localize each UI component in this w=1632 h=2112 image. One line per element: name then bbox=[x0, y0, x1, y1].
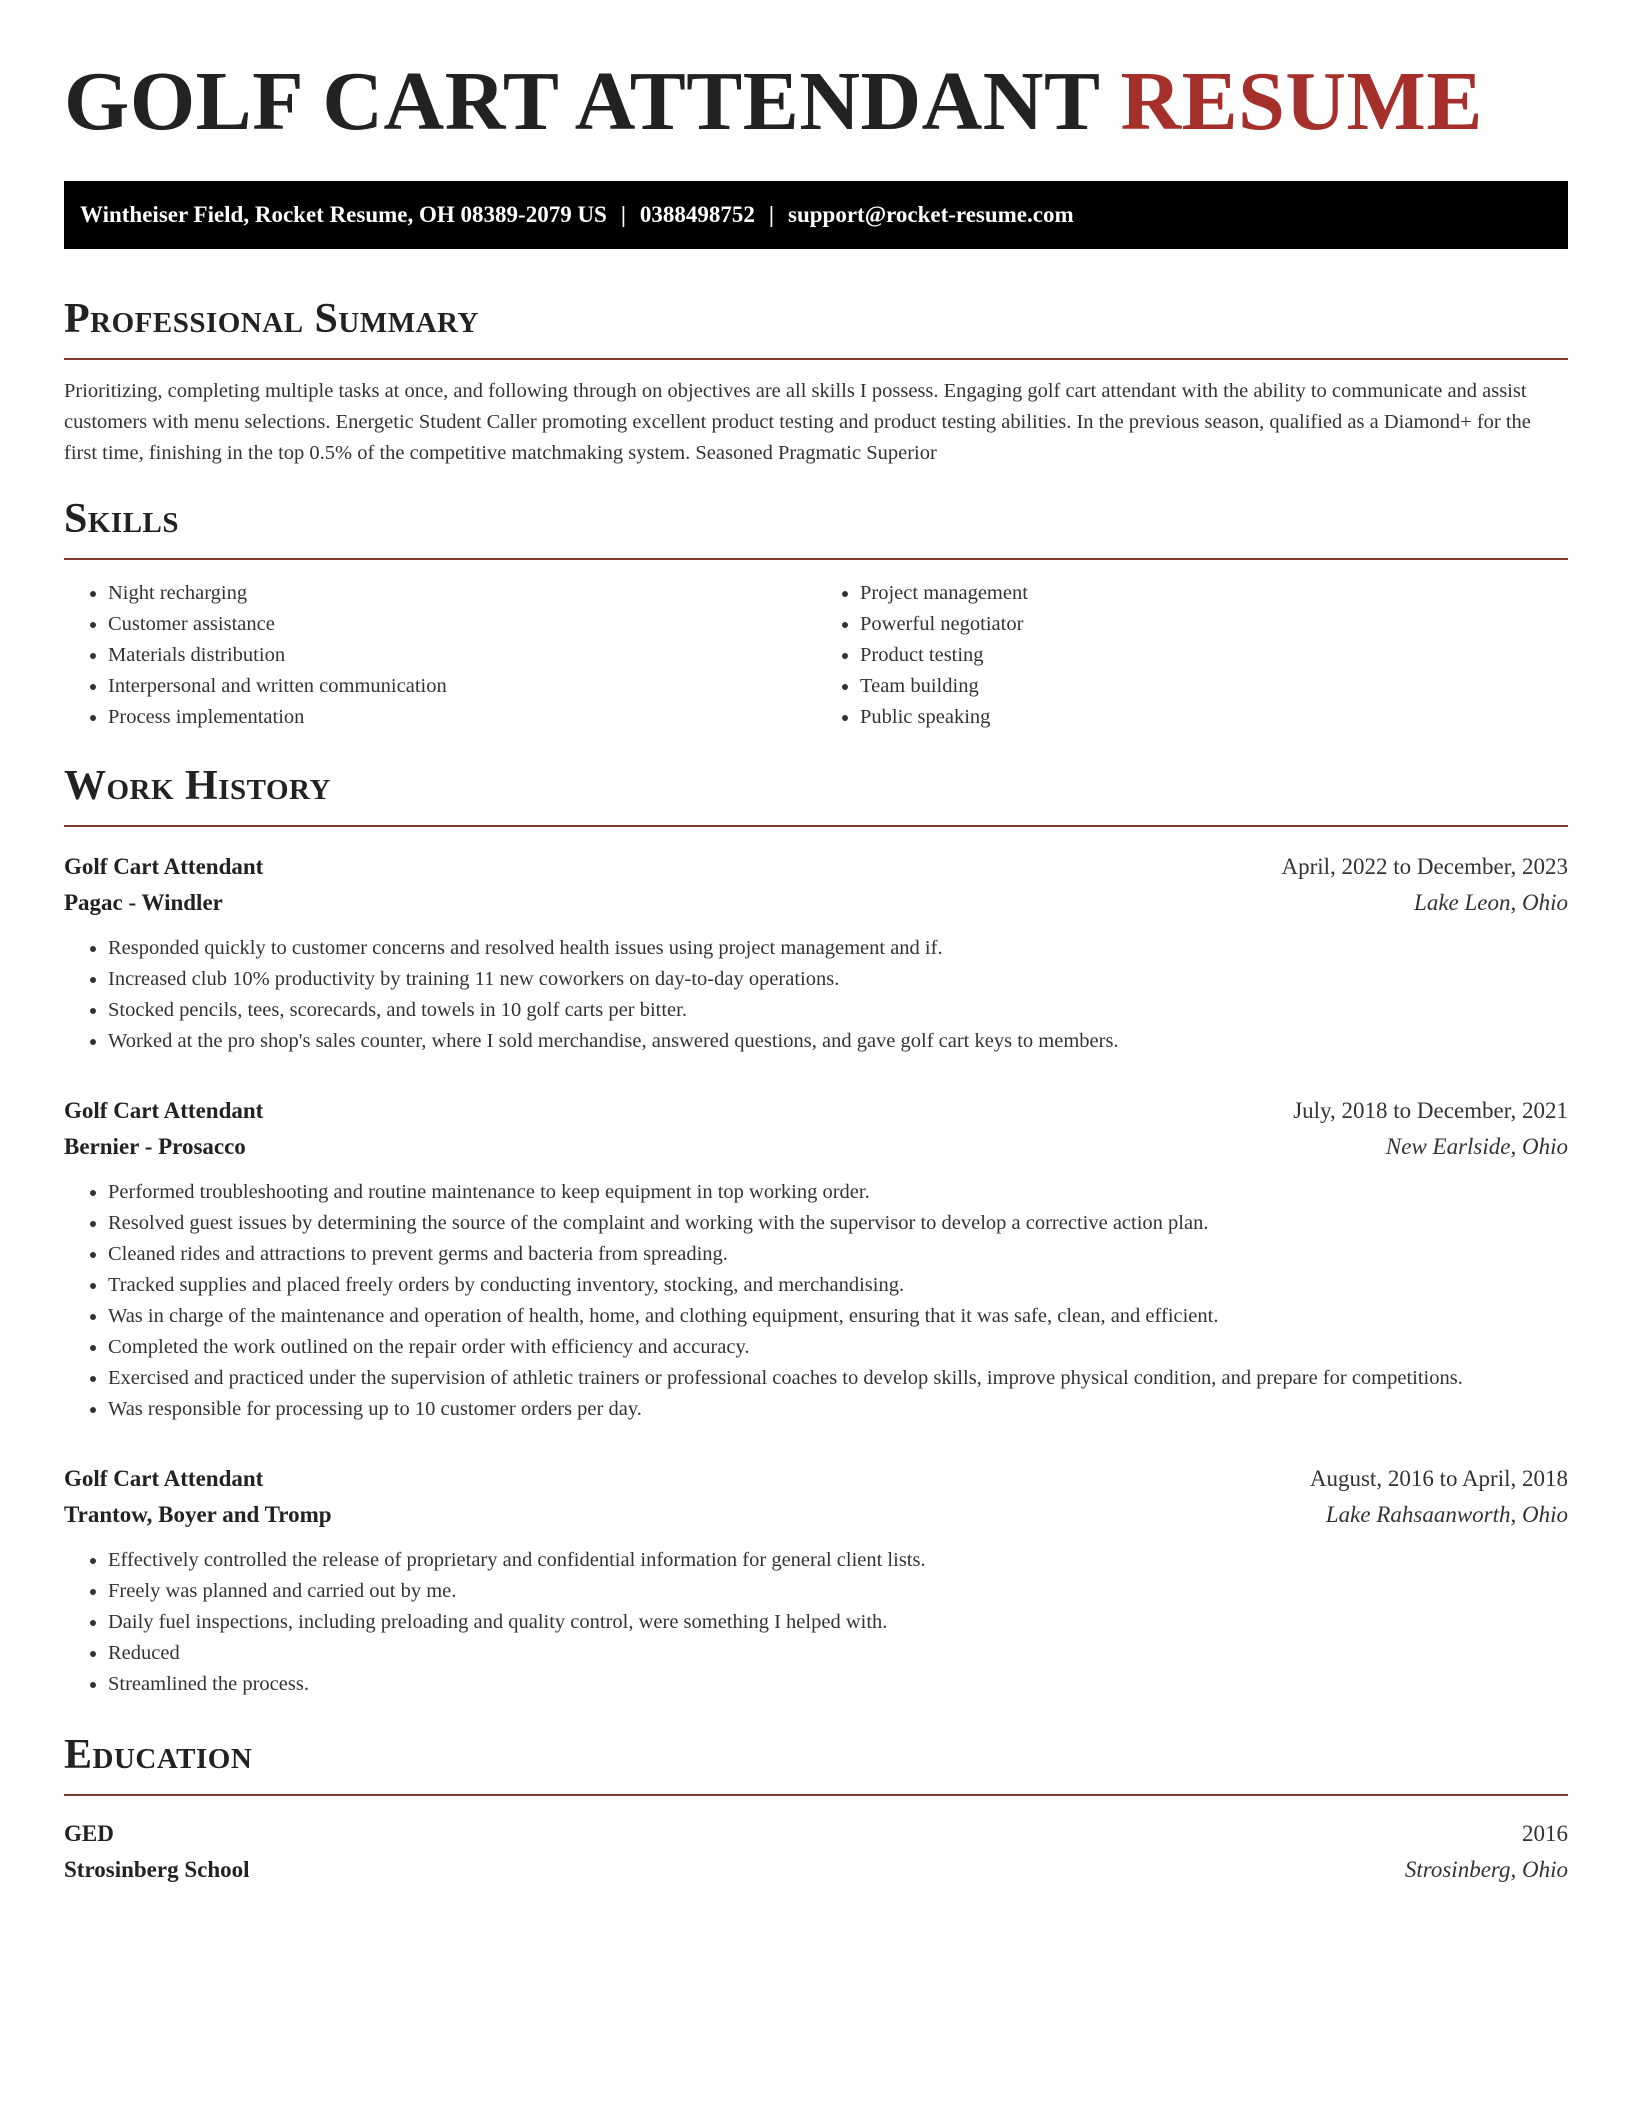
contact-separator: | bbox=[620, 202, 626, 227]
job-title: Golf Cart Attendant bbox=[64, 854, 264, 879]
education-location: Strosinberg, Ohio bbox=[1404, 1857, 1568, 1882]
education-degree-row bbox=[64, 1816, 1568, 1852]
skill-item: • Public speaking bbox=[860, 702, 1568, 733]
contact-bar bbox=[64, 181, 1568, 249]
section-divider bbox=[64, 358, 1568, 360]
job-bullet: • Exercised and practiced under the supervision of athletic trainers or professional coaches to develop skills, improve physical condition, and prepare for competitions. bbox=[108, 1363, 1568, 1394]
job-bullets bbox=[64, 1545, 1568, 1700]
job-bullet: • Was in charge of the maintenance and operation of health, home, and clothing equipment, ensuring that it was safe, clean, and efficient. bbox=[108, 1301, 1568, 1332]
skill-item: • Materials distribution bbox=[108, 640, 816, 671]
job-bullet: • Increased club 10% productivity by training 11 new coworkers on day-to-day operations. bbox=[108, 964, 1568, 995]
skill-item: • Customer assistance bbox=[108, 609, 816, 640]
skills-column-right bbox=[816, 578, 1568, 733]
section-divider bbox=[64, 825, 1568, 827]
skill-item: • Project management bbox=[860, 578, 1568, 609]
education-year: 2016 bbox=[1522, 1821, 1568, 1846]
job-company-row bbox=[64, 1497, 1568, 1533]
skill-item: • Process implementation bbox=[108, 702, 816, 733]
contact-phone: 0388498752 bbox=[639, 202, 755, 227]
job-bullet: • Performed troubleshooting and routine maintenance to keep equipment in top working order. bbox=[108, 1177, 1568, 1208]
job-entry bbox=[64, 1461, 1568, 1700]
job-bullet: • Daily fuel inspections, including preloading and quality control, were something I helped with. bbox=[108, 1607, 1568, 1638]
job-dates: April, 2022 to December, 2023 bbox=[1281, 854, 1568, 879]
job-company: Bernier - Prosacco bbox=[64, 1134, 246, 1159]
job-header-row bbox=[64, 1093, 1568, 1129]
job-bullet: • Was responsible for processing up to 10 customer orders per day. bbox=[108, 1394, 1568, 1425]
skill-item: • Night recharging bbox=[108, 578, 816, 609]
job-bullet: • Streamlined the process. bbox=[108, 1669, 1568, 1700]
job-bullet: • Reduced bbox=[108, 1638, 1568, 1669]
job-bullet: • Responded quickly to customer concerns and resolved health issues using project management and if. bbox=[108, 933, 1568, 964]
skill-item: • Powerful negotiator bbox=[860, 609, 1568, 640]
job-title: Golf Cart Attendant bbox=[64, 1098, 264, 1123]
education-heading: Education bbox=[64, 1732, 253, 1778]
work-history-heading: Work History bbox=[64, 763, 331, 809]
skills-column-left bbox=[64, 578, 816, 733]
contact-address: Wintheiser Field, Rocket Resume, OH 08389-2079 US bbox=[80, 202, 607, 227]
education-entry bbox=[64, 1816, 1568, 1888]
summary-heading: Professional Summary bbox=[64, 296, 479, 342]
job-bullet: • Resolved guest issues by determining the source of the complaint and working with the supervisor to develop a corrective action plan. bbox=[108, 1208, 1568, 1239]
section-divider bbox=[64, 558, 1568, 560]
job-bullet: • Stocked pencils, tees, scorecards, and towels in 10 golf carts per bitter. bbox=[108, 995, 1568, 1026]
summary-text: Prioritizing, completing multiple tasks at once, and following through on objectives are all skills I possess. Engaging golf cart attendant with the ability to communicate and assist customers with menu selections. Energetic Student Caller promoting excellent product testing and product testing abilities. In the previous season, qualified as a Diamond+ for the first time, finishing in the top 0.5% of the competitive matchmaking system. Seasoned Pragmatic Superior bbox=[64, 380, 1531, 464]
skill-item: • Product testing bbox=[860, 640, 1568, 671]
section-divider bbox=[64, 1794, 1568, 1796]
job-bullet: • Effectively controlled the release of proprietary and confidential information for general client lists. bbox=[108, 1545, 1568, 1576]
skills-section bbox=[64, 494, 1568, 733]
job-location: Lake Rahsaanworth, Ohio bbox=[1325, 1502, 1568, 1527]
job-company-row bbox=[64, 885, 1568, 921]
job-company: Pagac - Windler bbox=[64, 890, 223, 915]
work-history-section bbox=[64, 761, 1568, 1700]
skills-grid bbox=[64, 578, 1568, 733]
skill-item: • Interpersonal and written communication bbox=[108, 671, 816, 702]
skills-heading: Skills bbox=[64, 496, 180, 542]
title-main: GOLF CART ATTENDANT bbox=[64, 55, 1099, 148]
contact-separator: | bbox=[768, 202, 774, 227]
job-bullet: • Freely was planned and carried out by me. bbox=[108, 1576, 1568, 1607]
job-bullet: • Worked at the pro shop's sales counter, where I sold merchandise, answered questions, and gave golf cart keys to members. bbox=[108, 1026, 1568, 1057]
title-accent: RESUME bbox=[1120, 55, 1483, 148]
resume-title bbox=[64, 52, 1568, 152]
job-header-row bbox=[64, 849, 1568, 885]
job-header-row bbox=[64, 1461, 1568, 1497]
education-degree: GED bbox=[64, 1821, 114, 1846]
job-entry bbox=[64, 849, 1568, 1057]
education-school-row bbox=[64, 1852, 1568, 1888]
job-bullets bbox=[64, 1177, 1568, 1425]
job-bullet: • Tracked supplies and placed freely orders by conducting inventory, stocking, and merchandising. bbox=[108, 1270, 1568, 1301]
contact-email: support@rocket-resume.com bbox=[788, 202, 1074, 227]
job-entry bbox=[64, 1093, 1568, 1425]
skill-item: • Team building bbox=[860, 671, 1568, 702]
job-location: Lake Leon, Ohio bbox=[1414, 890, 1568, 915]
job-company-row bbox=[64, 1129, 1568, 1165]
job-bullets bbox=[64, 933, 1568, 1057]
job-location: New Earlside, Ohio bbox=[1385, 1134, 1568, 1159]
job-dates: July, 2018 to December, 2021 bbox=[1293, 1098, 1568, 1123]
job-dates: August, 2016 to April, 2018 bbox=[1309, 1466, 1568, 1491]
education-school: Strosinberg School bbox=[64, 1857, 250, 1882]
job-title: Golf Cart Attendant bbox=[64, 1466, 264, 1491]
education-section bbox=[64, 1730, 1568, 1888]
job-bullet: • Cleaned rides and attractions to prevent germs and bacteria from spreading. bbox=[108, 1239, 1568, 1270]
job-company: Trantow, Boyer and Tromp bbox=[64, 1502, 332, 1527]
job-bullet: • Completed the work outlined on the repair order with efficiency and accuracy. bbox=[108, 1332, 1568, 1363]
summary-section bbox=[64, 294, 1568, 469]
